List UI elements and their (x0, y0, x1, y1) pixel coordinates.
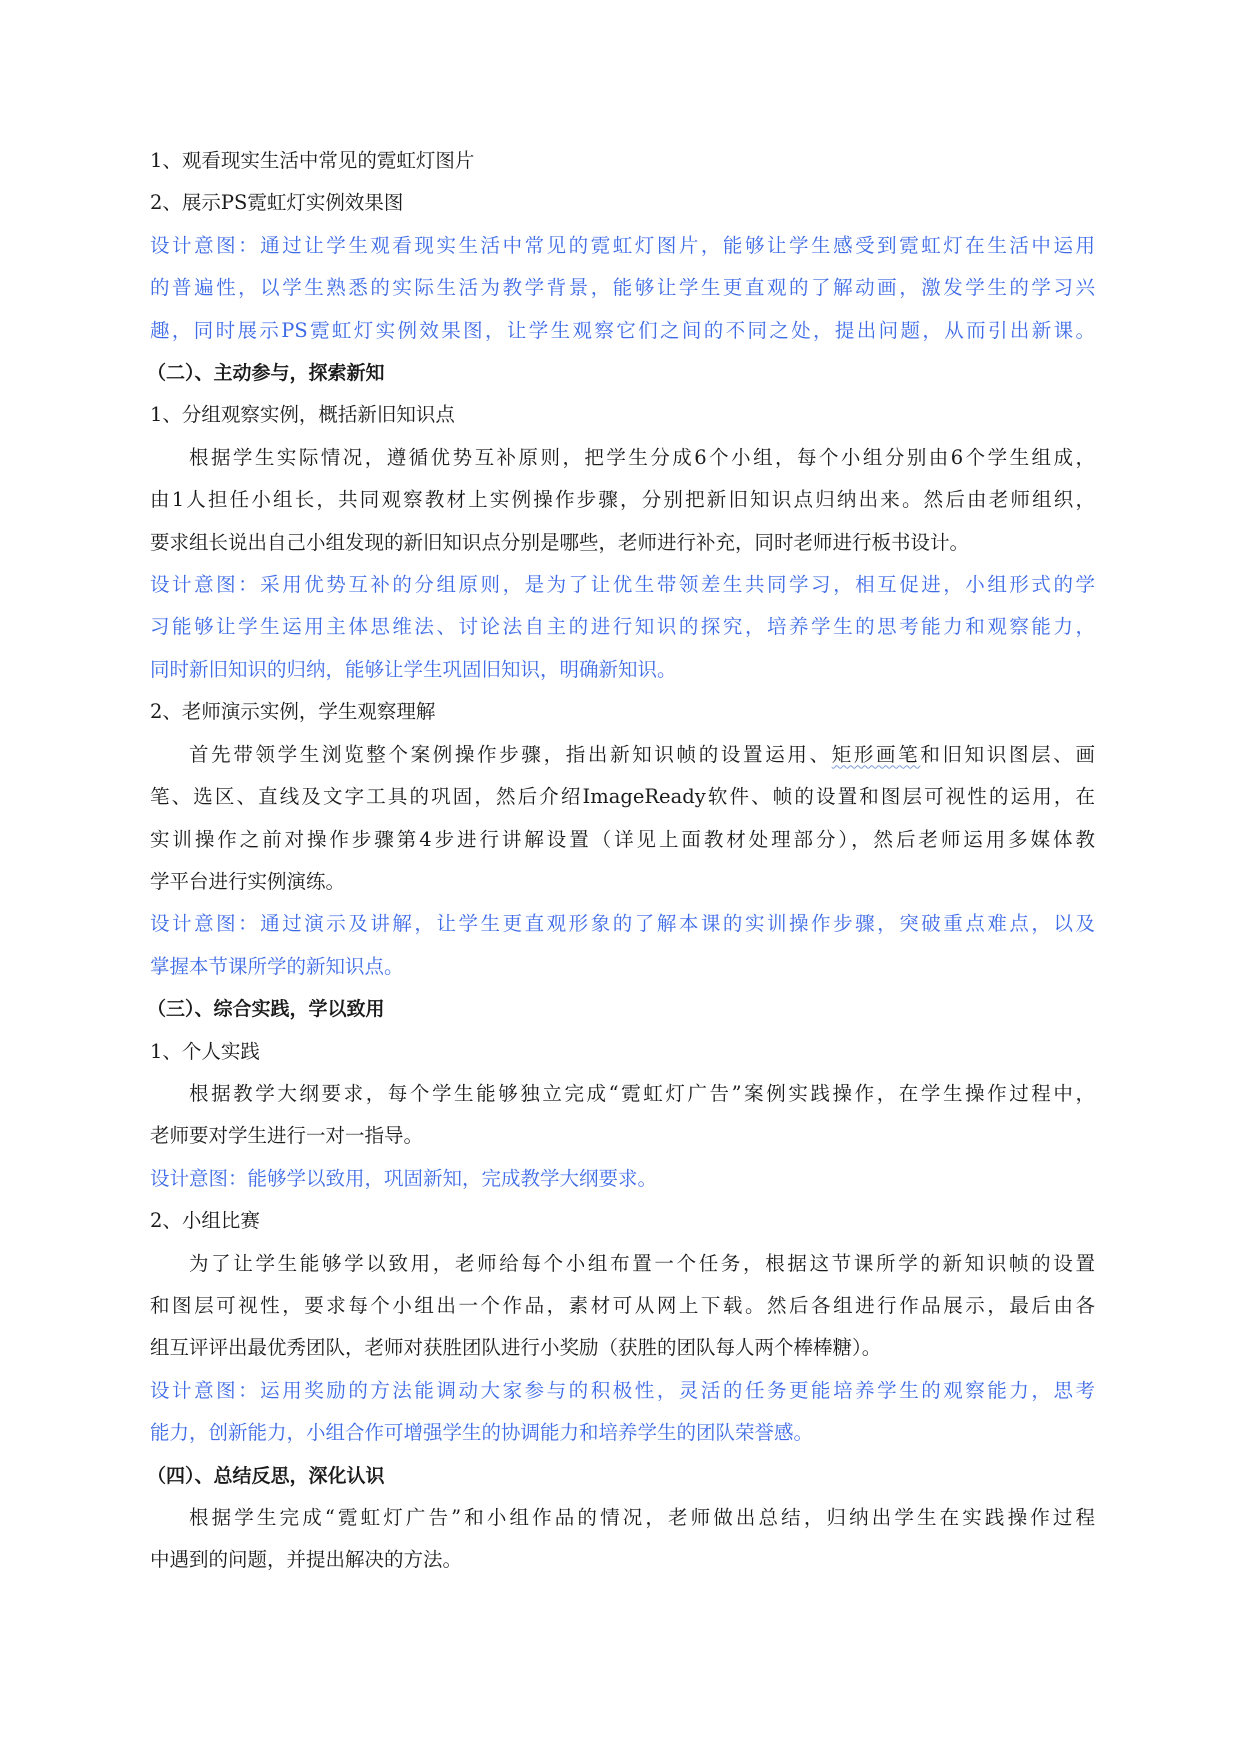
paragraph-text: 学平台进行实例演练。 (150, 869, 346, 893)
paragraph-text: 要求组长说出自己小组发现的新旧知识点分别是哪些，老师进行补充，同时老师进行板书设计。 (150, 530, 970, 554)
paragraph-text: 根据学生实际情况，遵循优势互补原则，把学生分成6个小组，每个小组分别由6个学生组成， (189, 445, 1095, 469)
paragraph-text: 组互评评出最优秀团队，老师对获胜团队进行小奖励（获胜的团队每人两个棒棒糖）。 (150, 1336, 882, 1360)
design-intent-text: 习能够让学生运用主体思维法、讨论法自主的进行知识的探究，培养学生的思考能力和观察能力， (150, 615, 1095, 639)
design-intent-text: 同时新旧知识的归纳，能够让学生巩固旧知识，明确新知识。 (150, 657, 677, 681)
paragraph-text: 根据教学大纲要求，每个学生能够独立完成“霓虹灯广告”案例实践操作，在学生操作过程中， (189, 1081, 1095, 1105)
paragraph-text: 由1人担任小组长，共同观察教材上实例操作步骤，分别把新旧知识点归纳出来。然后由老师组织， (150, 488, 1095, 512)
list-item: 2、小组比赛 (150, 1209, 260, 1233)
paragraph-text: 中遇到的问题，并提出解决的方法。 (150, 1548, 463, 1572)
paragraph-text: 笔、选区、直线及文字工具的巩固，然后介绍ImageReady软件、帧的设置和图层可视性的运用，在 (150, 785, 1095, 809)
list-item: 1、分组观察实例，概括新旧知识点 (150, 403, 455, 427)
paragraph-segment: 首先带领学生浏览整个案例操作步骤，指出新知识帧的设置运用、 (189, 742, 832, 766)
design-intent-text: 设计意图：能够学以致用，巩固新知，完成教学大纲要求。 (150, 1166, 658, 1190)
design-intent-text: 设计意图：通过演示及讲解，让学生更直观形象的了解本课的实训操作步骤，突破重点难点，以及 (150, 912, 1095, 936)
spellcheck-underlined-term: 矩形画笔 (831, 742, 921, 766)
list-item: 2、老师演示实例，学生观察理解 (150, 700, 436, 724)
section-heading: （二）、主动参与，探索新知 (147, 362, 385, 385)
paragraph-text (150, 734, 1095, 776)
design-intent-text: 的普遍性，以学生熟悉的实际生活为教学背景，能够让学生更直观的了解动画，激发学生的学习兴 (150, 276, 1095, 300)
paragraph-text: 老师要对学生进行一对一指导。 (150, 1124, 424, 1148)
design-intent-text: 掌握本节课所学的新知识点。 (150, 954, 404, 978)
design-intent-text: 设计意图：运用奖励的方法能调动大家参与的积极性，灵活的任务更能培养学生的观察能力，思考 (150, 1378, 1095, 1402)
document-page (147, 140, 1095, 1582)
paragraph-text: 和图层可视性，要求每个小组出一个作品，素材可从网上下载。然后各组进行作品展示，最后由各 (150, 1293, 1095, 1317)
paragraph-text: 实训操作之前对操作步骤第4步进行讲解设置（详见上面教材处理部分），然后老师运用多媒体教 (150, 827, 1095, 851)
design-intent-text: 设计意图：通过让学生观看现实生活中常见的霓虹灯图片，能够让学生感受到霓虹灯在生活中运用 (150, 233, 1095, 257)
list-item: 1、观看现实生活中常见的霓虹灯图片 (150, 149, 475, 172)
list-item: 1、个人实践 (150, 1039, 260, 1063)
paragraph-text: 根据学生完成“霓虹灯广告”和小组作品的情况，老师做出总结，归纳出学生在实践操作过程 (189, 1506, 1095, 1529)
paragraph-segment: 和旧知识图层、画 (920, 742, 1095, 766)
design-intent-text: 趣，同时展示PS霓虹灯实例效果图，让学生观察它们之间的不同之处，提出问题，从而引出新课。 (150, 318, 1095, 342)
section-heading: （四）、总结反思，深化认识 (147, 1464, 385, 1487)
design-intent-text: 能力，创新能力，小组合作可增强学生的协调能力和培养学生的团队荣誉感。 (150, 1421, 814, 1445)
design-intent-text: 设计意图：采用优势互补的分组原则，是为了让优生带领差生共同学习，相互促进，小组形式的学 (150, 573, 1095, 597)
paragraph-text: 为了让学生能够学以致用，老师给每个小组布置一个任务，根据这节课所学的新知识帧的设置 (189, 1251, 1095, 1275)
list-item: 2、展示PS霓虹灯实例效果图 (150, 191, 404, 215)
section-heading: （三）、综合实践，学以致用 (147, 998, 385, 1021)
